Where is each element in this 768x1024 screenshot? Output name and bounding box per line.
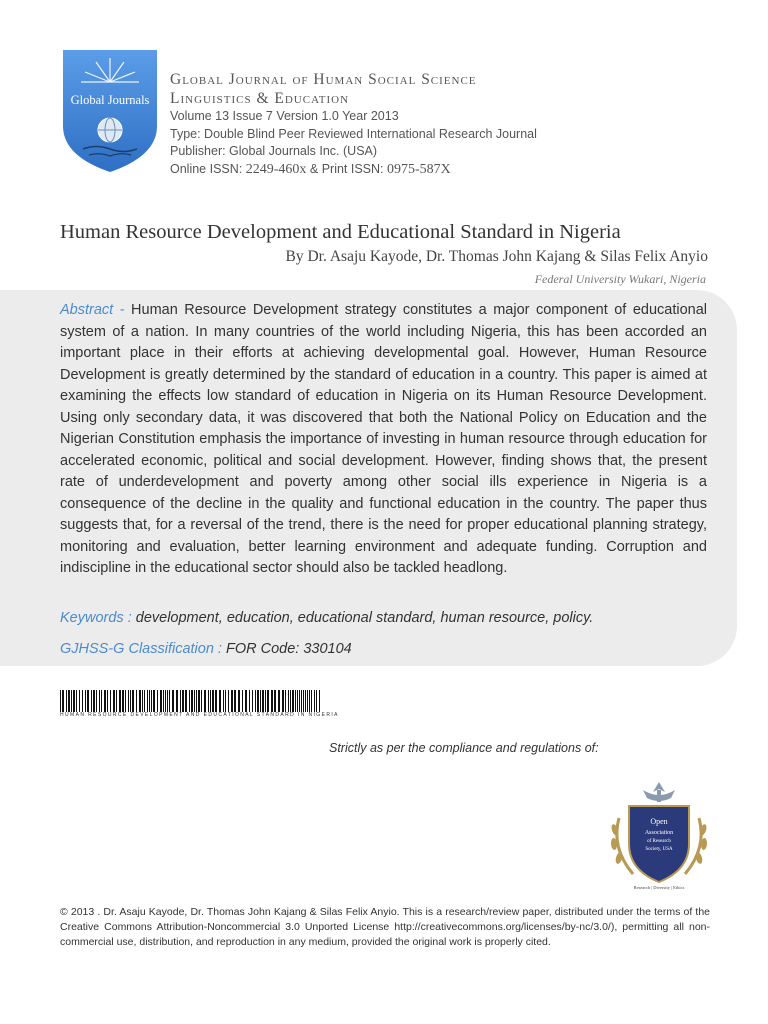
- barcode-bar: [252, 690, 253, 712]
- barcode-bar: [160, 690, 162, 712]
- barcode-bar: [316, 690, 317, 712]
- barcode-bar: [136, 690, 137, 712]
- barcode-bar: [71, 690, 72, 712]
- license-footer: © 2013 . Dr. Asaju Kayode, Dr. Thomas John Kajang & Silas Felix Anyio. This is a research/review paper, distributed under the terms of the Creative Commons Attribution-Noncommercial 3.0 Unported License http://creativecommons.org/licenses/by-nc/3.0/), permitting all non-commercial use, distribution, and reproduction in any medium, provided the original work is properly cited.: [60, 906, 710, 948]
- barcode-bar: [288, 690, 289, 712]
- barcode-bar: [208, 690, 209, 712]
- barcode-bar: [225, 690, 226, 712]
- barcode-bar: [219, 690, 221, 712]
- barcode-bar: [139, 690, 141, 712]
- keywords-text: development, education, educational standard, human resource, policy.: [135, 610, 594, 626]
- barcode-bar: [93, 690, 95, 712]
- barcode-bar: [142, 690, 143, 712]
- barcode-bar: [172, 690, 174, 712]
- oars-caption: Research | Diversity | Ethics: [633, 885, 685, 890]
- barcode-bar: [165, 690, 166, 712]
- barcode-bar: [198, 690, 200, 712]
- barcode-bar: [305, 690, 306, 712]
- global-journals-logo: [61, 48, 159, 174]
- publisher-line: Publisher: Global Journals Inc. (USA): [170, 144, 378, 158]
- barcode-bar: [231, 690, 233, 712]
- barcode-bar: [110, 690, 111, 712]
- barcode-bar: [76, 690, 77, 712]
- barcode-bar: [79, 690, 80, 712]
- issn-line: [170, 161, 537, 179]
- barcode-bar: [257, 690, 259, 712]
- barcode-bar: [255, 690, 256, 712]
- oars-line-2: Association: [644, 830, 674, 836]
- barcode-bar: [299, 690, 300, 712]
- abstract-label: Abstract -: [60, 302, 132, 318]
- barcode-bar: [260, 690, 261, 712]
- classification-label: GJHSS-G Classification :: [60, 641, 226, 657]
- barcode-bar: [169, 690, 170, 712]
- barcode-bar: [113, 690, 115, 712]
- barcode-bar: [285, 690, 286, 712]
- keywords-label: Keywords :: [60, 610, 136, 626]
- barcode-bar: [66, 690, 67, 712]
- issn-prefix: Online ISSN:: [170, 161, 246, 176]
- barcode-bar: [274, 690, 276, 712]
- keywords: [60, 610, 593, 626]
- barcode-bar: [91, 690, 92, 712]
- barcode-bar: [319, 690, 320, 712]
- logo-text: Global Journals: [70, 93, 150, 107]
- barcode-bar: [163, 690, 164, 712]
- barcode-bar: [314, 690, 315, 712]
- barcode-bar: [267, 690, 269, 712]
- barcode-bar: [132, 690, 134, 712]
- barcode-bar: [301, 690, 302, 712]
- barcode-bar: [290, 690, 291, 712]
- journal-meta: [170, 108, 537, 178]
- barcode-bar: [101, 690, 102, 712]
- abstract-body: Human Resource Development strategy constitutes a major component of educational system of a nation. In many countries of the world including Nigeria, this has been accorded an important place in their efforts at achieving developmental goal. However, Human Resource Development is greatly determined by the standard of education in a country. This paper is aimed at examining the effects low standard of education in Nigeria on its Human Resource Development. Using only secondary data, it was discovered that both the National Policy on Education and the Nigerian Constitution emphasis the importance of investing in human resource through education for accelerated economic, political and social development. However, finding shows that, the present rate of underdevelopment and poverty among other social ills experience in Nigeria is a consequence of the decline in the quality and functional education in the country. The paper thus suggests that, for a reversal of the trend, there is the need for proper educational planning strategy, monitoring and evaluation, better learning environment and adequate funding. Corruption and indiscipline in the educational sector should also be tackled headlong.: [60, 302, 707, 576]
- barcode-bar: [228, 690, 229, 712]
- barcode-bar: [62, 690, 64, 712]
- barcode-bar: [151, 690, 152, 712]
- barcode-bar: [87, 690, 89, 712]
- barcode-bar: [185, 690, 187, 712]
- barcode-bar: [307, 690, 308, 712]
- journal-title-line-2: Linguistics & Education: [170, 90, 350, 107]
- journal-title: [170, 70, 477, 108]
- barcode-bar: [176, 690, 178, 712]
- paper-affiliation: Federal University Wukari, Nigeria: [534, 272, 706, 286]
- barcode-bar: [104, 690, 106, 712]
- barcode-bar: [292, 690, 294, 712]
- oars-line-3: of Research: [647, 839, 671, 844]
- barcode-bar: [191, 690, 193, 712]
- barcode-bar: [242, 690, 243, 712]
- barcode-bar: [119, 690, 121, 712]
- barcode-bar: [212, 690, 214, 712]
- paper-title: Human Resource Development and Educational Standard in Nigeria: [60, 221, 621, 243]
- barcode-bar: [245, 690, 247, 712]
- print-issn: 0975-587X: [387, 161, 451, 177]
- barcode-bar: [194, 690, 195, 712]
- barcode-bar: [180, 690, 181, 712]
- barcode-bar: [60, 690, 61, 712]
- barcode-bar: [149, 690, 150, 712]
- barcode-bar: [107, 690, 108, 712]
- barcode-bar: [249, 690, 250, 712]
- barcode-bar: [182, 690, 184, 712]
- barcode-bar: [99, 690, 100, 712]
- barcode-bar: [157, 690, 158, 712]
- barcode-bar: [122, 690, 124, 712]
- barcode-bar: [196, 690, 197, 712]
- barcode-bar: [96, 690, 97, 712]
- barcode-bar: [125, 690, 126, 712]
- issn-middle: & Print ISSN:: [306, 161, 387, 176]
- online-issn: 2249-460x: [245, 161, 307, 177]
- barcode-bar: [130, 690, 131, 712]
- barcode-bar: [147, 690, 148, 712]
- barcode-bar: [297, 690, 298, 712]
- barcode-bar: [210, 690, 211, 712]
- barcode-bar: [144, 690, 145, 712]
- barcode-caption: HUMAN RESOURCE DEVELOPMENT AND EDUCATIONAL STANDARD IN NIGERIA: [60, 712, 339, 718]
- barcode-bar: [201, 690, 202, 712]
- barcode-bar: [128, 690, 129, 712]
- classification-text: FOR Code: 330104: [226, 641, 352, 657]
- oars-emblem: [605, 778, 713, 894]
- barcode-bar: [262, 690, 264, 712]
- barcode-bar: [223, 690, 224, 712]
- barcode-bar: [204, 690, 206, 712]
- barcode-bar: [189, 690, 190, 712]
- compliance-note: Strictly as per the compliance and regulations of:: [329, 741, 599, 755]
- barcode-bar: [68, 690, 70, 712]
- barcode-bar: [303, 690, 304, 712]
- barcode-bar: [153, 690, 155, 712]
- volume-line: Volume 13 Issue 7 Version 1.0 Year 2013: [170, 109, 399, 123]
- barcode-bar: [234, 690, 236, 712]
- barcode-bar: [238, 690, 240, 712]
- barcode-bar: [167, 690, 168, 712]
- classification: [60, 641, 352, 657]
- barcode-bar: [278, 690, 280, 712]
- barcode-bar: [215, 690, 217, 712]
- barcode-bar: [295, 690, 296, 712]
- barcode-bar: [116, 690, 117, 712]
- barcode-bar: [311, 690, 312, 712]
- barcode-bar: [282, 690, 284, 712]
- barcode-bar: [73, 690, 75, 712]
- oars-line-1: Open: [650, 817, 668, 826]
- abstract: [60, 300, 707, 580]
- paper-authors: By Dr. Asaju Kayode, Dr. Thomas John Kajang & Silas Felix Anyio: [285, 248, 708, 265]
- type-line: Type: Double Blind Peer Reviewed International Research Journal: [170, 126, 537, 141]
- oars-line-4: Society, USA: [645, 847, 673, 852]
- barcode-bar: [82, 690, 83, 712]
- barcode-bar: [85, 690, 86, 712]
- barcode-bar: [309, 690, 310, 712]
- barcode-bar: [265, 690, 266, 712]
- barcode-bar: [271, 690, 273, 712]
- journal-title-line-1: Global Journal of Human Social Science: [170, 71, 477, 88]
